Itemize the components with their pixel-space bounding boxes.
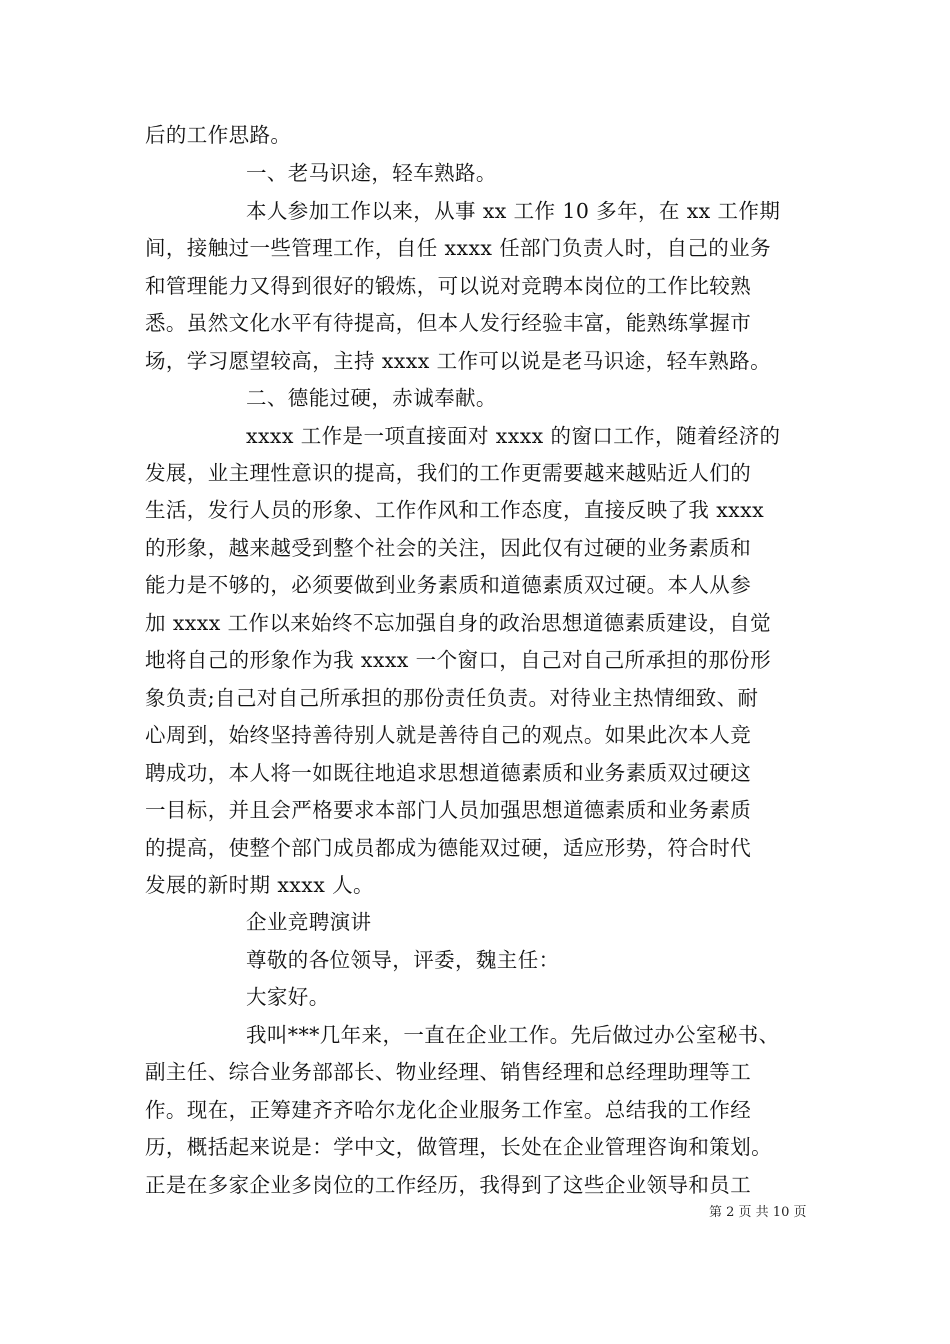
text-line: 间，接触过一些管理工作，自任 xxxx 任部门负责人时，自己的业务 <box>145 236 771 260</box>
text-line: 聘成功，本人将一如既往地追求思想道德素质和业务素质双过硬这 <box>145 761 752 785</box>
paragraph-start: xxxx 工作是一项直接面对 xxxx 的窗口工作，随着经济的 <box>246 424 781 448</box>
paragraph-start: 本人参加工作以来，从事 xx 工作 10 多年，在 xx 工作期 <box>246 199 781 223</box>
text-line: 后的工作思路。 <box>145 123 292 147</box>
text-line: 能力是不够的，必须要做到业务素质和道德素质双过硬。本人从参 <box>145 573 752 597</box>
section-heading: 二、德能过硬，赤诚奉献。 <box>246 386 497 410</box>
text-line: 加 xxxx 工作以来始终不忘加强自身的政治思想道德素质建设，自觉 <box>145 611 771 635</box>
text-line: 的提高，使整个部门成员都成为德能双过硬，适应形势，符合时代 <box>145 836 752 860</box>
text-line: 的形象，越来越受到整个社会的关注，因此仅有过硬的业务素质和 <box>145 536 752 560</box>
text-line: 副主任、综合业务部部长、物业经理、销售经理和总经理助理等工 <box>145 1060 752 1084</box>
paragraph-start: 我叫***几年来，一直在企业工作。先后做过办公室秘书、 <box>246 1023 780 1047</box>
text-line: 象负责;自己对自己所承担的那份责任负责。对待业主热情细致、耐 <box>145 686 759 710</box>
greeting: 大家好。 <box>246 985 330 1009</box>
text-line: 场，学习愿望较高，主持 xxxx 工作可以说是老马识途，轻车熟路。 <box>145 349 771 373</box>
text-line: 心周到，始终坚持善待别人就是善待自己的观点。如果此次本人竞 <box>145 723 752 747</box>
text-line: 和管理能力又得到很好的锻炼，可以说对竞聘本岗位的工作比较熟 <box>145 274 752 298</box>
text-line: 正是在多家企业多岗位的工作经历，我得到了这些企业领导和员工 <box>145 1173 752 1197</box>
text-line: 历，概括起来说是：学中文，做管理，长处在企业管理咨询和策划。 <box>145 1135 772 1159</box>
text-line: 生活，发行人员的形象、工作作风和工作态度，直接反映了我 xxxx <box>145 498 765 522</box>
speech-title: 企业竞聘演讲 <box>246 910 372 934</box>
text-line: 发展的新时期 xxxx 人。 <box>145 873 374 897</box>
section-heading: 一、老马识途，轻车熟路。 <box>246 161 497 185</box>
text-line: 地将自己的形象作为我 xxxx 一个窗口，自己对自己所承担的那份形 <box>145 648 771 672</box>
text-line: 作。现在，正筹建齐齐哈尔龙化企业服务工作室。总结我的工作经 <box>145 1098 752 1122</box>
text-line: 发展，业主理性意识的提高，我们的工作更需要越来越贴近人们的 <box>145 461 752 485</box>
salutation: 尊敬的各位领导，评委，魏主任： <box>246 948 560 972</box>
text-line: 一目标，并且会严格要求本部门人员加强思想道德素质和业务素质 <box>145 798 752 822</box>
page-number-footer: 第 2 页 共 10 页 <box>709 1205 807 1220</box>
text-line: 悉。虽然文化水平有待提高，但本人发行经验丰富，能熟练掌握市 <box>145 311 752 335</box>
